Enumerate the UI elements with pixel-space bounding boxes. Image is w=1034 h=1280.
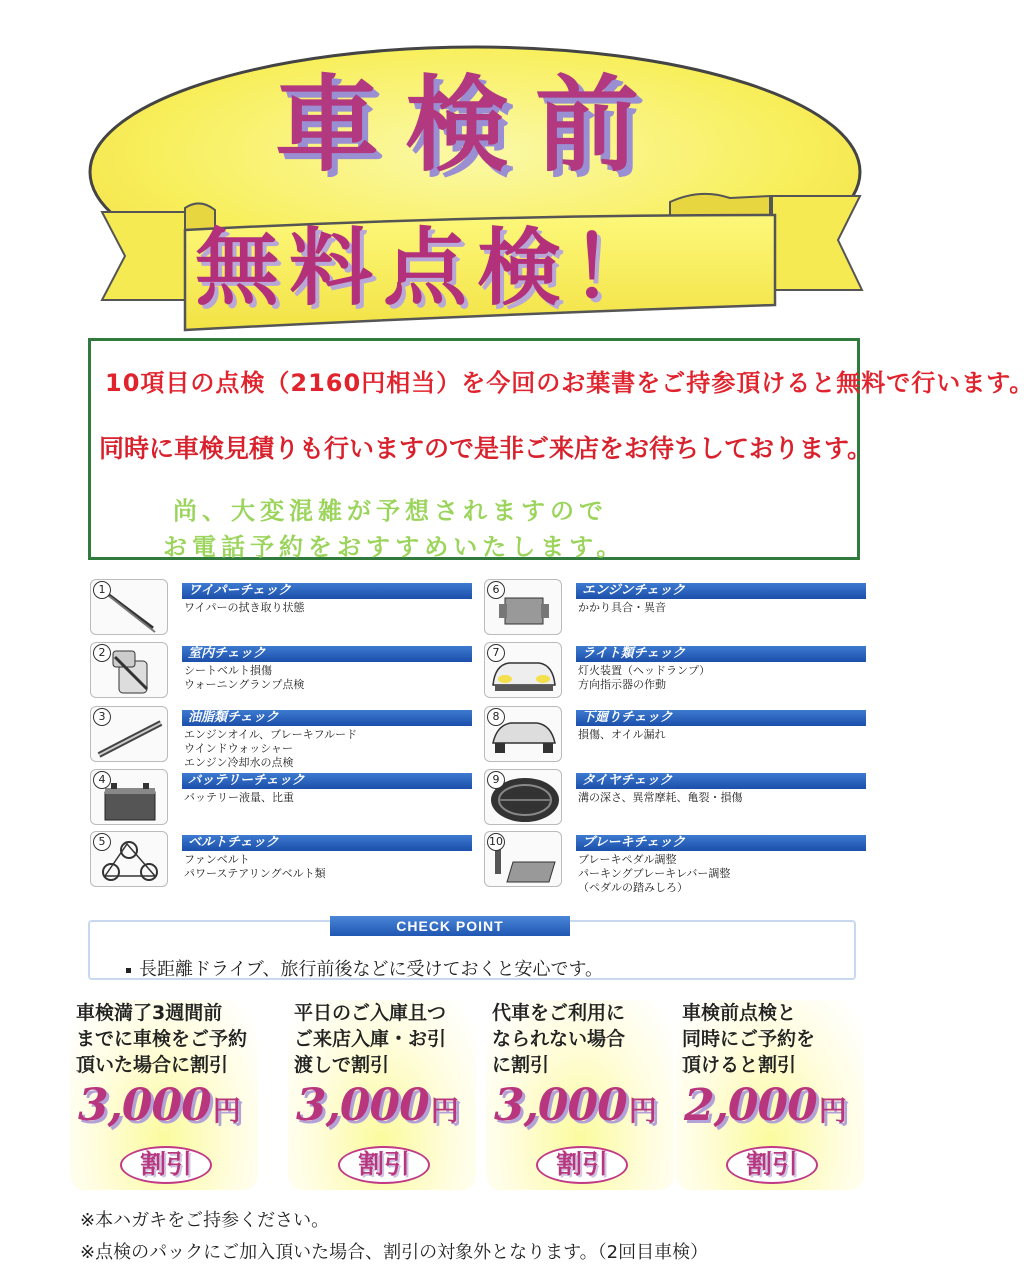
check-number: 3 [93, 708, 111, 726]
discount-amount: 3,000 [296, 1080, 429, 1131]
discount-badge: 割引 [536, 1146, 628, 1184]
check-title: 下廻りチェック [576, 710, 866, 726]
check-item [90, 579, 470, 635]
check-number: 10 [487, 833, 505, 851]
check-number: 5 [93, 833, 111, 851]
check-title: ライト類チェック [576, 646, 866, 662]
discount-condition: 代車をご利用に なられない場合 に割引 [492, 1002, 626, 1076]
check-thumb [90, 831, 168, 887]
footer-note-1: ※本ハガキをご持参ください。 [80, 1210, 330, 1231]
discount-card [70, 1000, 258, 1190]
check-desc: ファンベルト パワーステアリングベルト類 [184, 853, 326, 880]
check-thumb [484, 706, 562, 762]
check-item [90, 706, 470, 769]
check-title: 室内チェック [182, 646, 472, 662]
notice-box [88, 338, 1034, 561]
main-title: 車検前 [274, 63, 665, 186]
check-thumb [484, 831, 562, 887]
discount-badge: 割引 [120, 1146, 212, 1184]
check-point-text-row [126, 955, 603, 981]
check-title: 油脂類チェック [182, 710, 472, 726]
check-thumb [484, 579, 562, 635]
discount-unit: 円 [818, 1094, 846, 1127]
discount-unit: 円 [212, 1094, 240, 1127]
check-title: タイヤチェック [576, 773, 866, 789]
check-thumb [484, 769, 562, 825]
check-number: 7 [487, 644, 505, 662]
notice-reservation-1: 尚、大変混雑が予想されますので [173, 497, 608, 525]
check-number: 4 [93, 771, 111, 789]
discount-unit: 円 [628, 1094, 656, 1127]
check-thumb [90, 642, 168, 698]
check-desc: かかり具合・異音 [578, 601, 666, 614]
check-desc: バッテリー液量、比重 [184, 791, 294, 804]
discount-condition: 車検満了3週間前 までに車検をご予約 頂いた場合に割引 [76, 1002, 248, 1076]
check-title: ワイパーチェック [182, 583, 472, 599]
check-desc: 灯火装置（ヘッドランプ） 方向指示器の作動 [578, 664, 711, 691]
discount-card [288, 1000, 476, 1190]
discount-amount-row [684, 1080, 846, 1131]
check-item [484, 769, 864, 825]
discount-unit: 円 [430, 1094, 458, 1127]
discount-amount-row [78, 1080, 240, 1131]
check-item [484, 831, 864, 894]
check-thumb [90, 579, 168, 635]
check-desc: シートベルト損傷 ウォーニングランプ点検 [184, 664, 305, 691]
ribbon-title: 無料点検！ [195, 219, 666, 317]
check-title: バッテリーチェック [182, 773, 472, 789]
discount-amount: 2,000 [684, 1080, 817, 1131]
check-number: 9 [487, 771, 505, 789]
check-item [484, 642, 864, 698]
check-point-text: 長距離ドライブ、旅行前後などに受けておくと安心です。 [139, 959, 604, 980]
check-item [90, 769, 470, 825]
check-thumb [484, 642, 562, 698]
discount-badge: 割引 [338, 1146, 430, 1184]
discount-amount-row [494, 1080, 656, 1131]
check-number: 6 [487, 581, 505, 599]
check-item [484, 579, 864, 635]
check-point-header: CHECK POINT [330, 916, 570, 936]
footer-note-2: ※点検のパックにご加入頂いた場合、割引の対象外となります。（2回目車検） [80, 1242, 709, 1263]
discount-condition: 平日のご入庫且つ ご来店入庫・お引 渡しで割引 [294, 1002, 447, 1076]
check-thumb [90, 706, 168, 762]
check-desc: 損傷、オイル漏れ [578, 728, 666, 741]
notice-reservation-2: お電話予約をおすすめいたします。 [163, 533, 626, 561]
check-number: 8 [487, 708, 505, 726]
discount-amount-row [296, 1080, 458, 1131]
discount-amount: 3,000 [494, 1080, 627, 1131]
notice-offer: 10項目の点検（2160円相当）を今回のお葉書をご持参頂けると無料で行います。 [105, 369, 1034, 397]
check-number: 1 [93, 581, 111, 599]
check-desc: ワイパーの拭き取り状態 [184, 601, 305, 614]
discount-badge: 割引 [726, 1146, 818, 1184]
check-desc: ブレーキペダル調整 パーキングブレーキレバー調整 （ペダルの踏みしろ） [578, 853, 731, 894]
check-desc: エンジンオイル、ブレーキフルード ウインドウォッシャー エンジン冷却水の点検 [184, 728, 358, 769]
notice-estimate: 同時に車検見積りも行いますので是非ご来店をお待ちしております。 [99, 434, 873, 463]
check-item [484, 706, 864, 762]
bullet-icon [126, 968, 131, 973]
check-title: ベルトチェック [182, 835, 472, 851]
check-desc: 溝の深さ、異常摩耗、亀裂・損傷 [578, 791, 743, 804]
check-title: ブレーキチェック [576, 835, 866, 851]
check-item [90, 642, 470, 698]
check-title: エンジンチェック [576, 583, 866, 599]
check-item [90, 831, 470, 887]
check-thumb [90, 769, 168, 825]
discount-amount: 3,000 [78, 1080, 211, 1131]
discount-condition: 車検前点検と 同時にご予約を 頂けると割引 [682, 1002, 816, 1076]
discount-card [486, 1000, 674, 1190]
discount-card [676, 1000, 864, 1190]
check-number: 2 [93, 644, 111, 662]
